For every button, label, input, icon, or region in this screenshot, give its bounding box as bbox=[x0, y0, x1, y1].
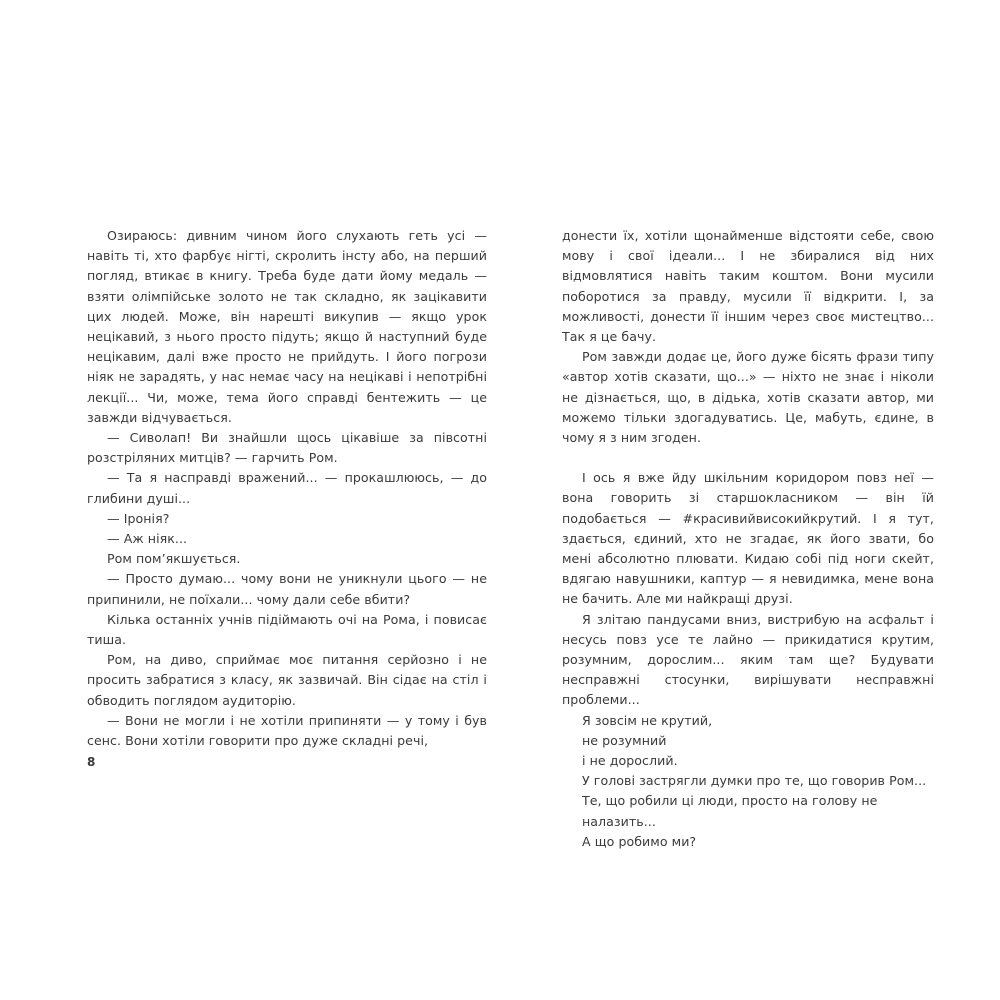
dialogue-line: — Вони не могли і не хотіли припиняти — у тому і був сенс. Вони хотіли говорити про дуже складні речі, bbox=[87, 712, 487, 749]
verse-line: А що робимо ми? bbox=[582, 833, 697, 849]
paragraph: І ось я вже йду шкільним коридором повз неї — вона говорить зі старшокласником — він їй подобається — #красивийвисокийкрутий. І я тут, здається, єдиний, хто не згадає, як його звати, бо мені абсолютно плювати. Кидаю собі під ноги скейт, вдягаю навушники, каптур — я невидимка, мене вона не бачить. Але ми найкращі друзі. bbox=[562, 470, 934, 607]
left-page bbox=[87, 226, 487, 751]
dialogue-line: — Сиволап! Ви знайшли щось цікавіше за півсотні розстріляних митців? — гарчить Ром. bbox=[87, 430, 487, 466]
paragraph: Озираюсь: дивним чином його слухають геть усі — навіть ті, хто фарбує нігті, скролить інсту або, на перший погляд, втикає в книгу. Треба буде дати йому медаль — взяти олімпійське золото не так складно, як зацікавити цих людей. Може, він нарешті викупив — якщо урок нецікавий, з нього просто підуть; якщо й наступний буде нецікавим, далі вже просто не прийдуть. І його погрози ніяк не зарадять, у нас немає часу на нецікаві і непотрібні лекції... Чи, може, тема його справді бентежить — це завжди відчувається. bbox=[87, 228, 487, 425]
paragraph: Кілька останніх учнів підіймають очі на Рома, і повисає тиша. bbox=[87, 611, 487, 648]
section-break bbox=[562, 448, 934, 468]
paragraph: Ром завжди додає це, його дуже бісять фрази типу «автор хотів сказати, що...» — ніхто не знає і ніколи не дізнається, що, в дідька, хотів сказати автор, ми можемо тільки здогадуватись. Це, мабуть, єдине, в чому я з ним згоден. bbox=[562, 349, 934, 446]
dialogue-line: — Просто думаю... чому вони не уникнули цього — не припинили, не поїхали... чому дали себе вбити? bbox=[87, 571, 487, 607]
verse-line: і не дорослий. bbox=[582, 753, 678, 769]
verse-line: не розумний bbox=[582, 732, 667, 748]
dialogue-line: — Іронія? bbox=[107, 510, 170, 526]
paragraph: Ром пом’якшується. bbox=[107, 551, 241, 567]
verse-line: У голові застрягли думки про те, що говорив Ром... bbox=[582, 773, 927, 789]
paragraph: Я злітаю пандусами вниз, вистрибую на асфальт і несусь повз усе те лайно — прикидатися крутим, розумним, дорослим... яким там ще? Будувати несправжні стосунки, вирішувати несправжні проблеми... bbox=[562, 611, 934, 708]
page-number: 8 bbox=[87, 755, 96, 769]
dialogue-line: — Та я насправді вражений... — прокашлююсь, — до глибини душі... bbox=[87, 470, 487, 506]
verse-line: Я зовсім не крутий, bbox=[582, 712, 713, 728]
verse-line: Те, що робили ці люди, просто на голову не налазить... bbox=[582, 793, 878, 829]
right-page bbox=[562, 226, 934, 852]
dialogue-line: — Аж ніяк... bbox=[107, 531, 188, 547]
paragraph: Ром, на диво, сприймає моє питання серйозно і не просить забратися з класу, як зазвичай. Він сідає на стіл і обводить поглядом аудиторію. bbox=[87, 652, 487, 708]
paragraph-continuation: донести їх, хотіли щонайменше відстояти себе, свою мову і свої ідеали... І не збиралися від них відмовлятися навіть таким коштом. Вони мусили поборотися за правду, мусили її відкрити. І, за можливості, донести її іншим через своє мистецтво... Так я це бачу. bbox=[562, 228, 934, 345]
